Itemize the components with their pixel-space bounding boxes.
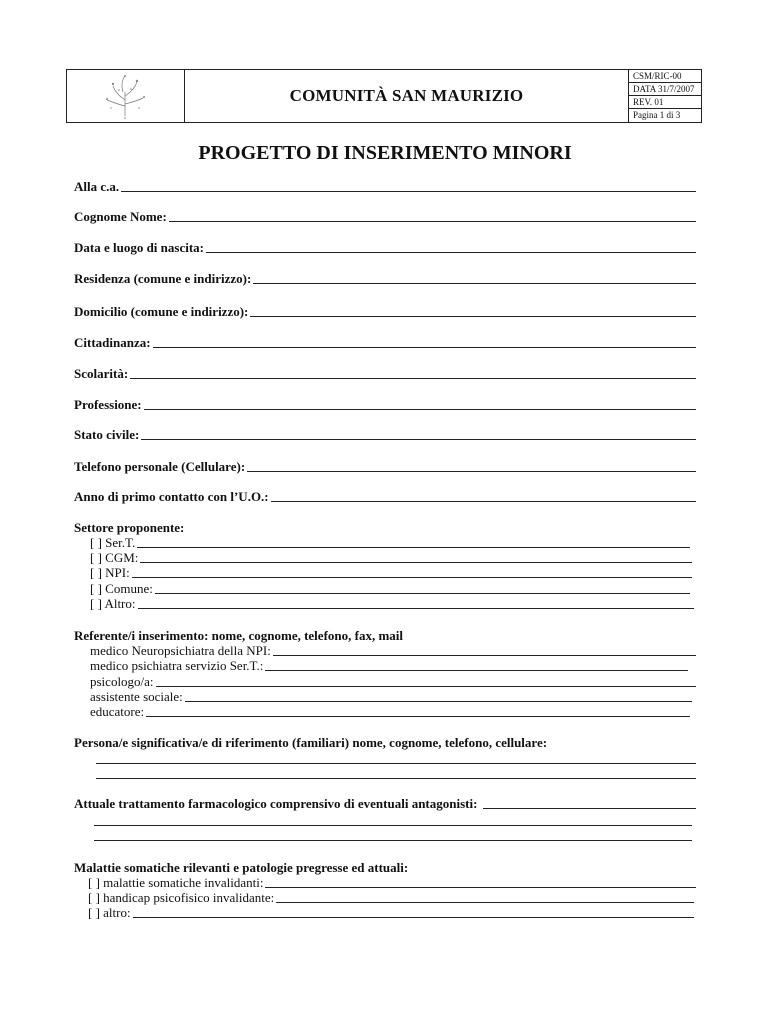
- field-line[interactable]: [156, 686, 696, 687]
- referente-label: medico Neuropsichiatra della NPI:: [90, 643, 271, 658]
- trattamento-heading: Attuale trattamento farmacologico comprensivo di eventuali antagonisti:: [74, 796, 478, 811]
- malattie-option-somatiche[interactable]: [88, 875, 696, 891]
- document-date: DATA 31/7/2007: [629, 83, 701, 96]
- document-header: [66, 69, 702, 123]
- referente-npi[interactable]: [90, 643, 696, 659]
- field-line[interactable]: [155, 593, 690, 594]
- field-line[interactable]: [265, 670, 688, 671]
- trattamento-line-2[interactable]: [94, 840, 692, 841]
- settore-option-comune[interactable]: [90, 581, 690, 597]
- persona-line-2[interactable]: [96, 778, 696, 779]
- field-professione[interactable]: [74, 396, 696, 413]
- field-line[interactable]: [121, 191, 696, 192]
- document-meta: [628, 70, 701, 122]
- referente-label: psicologo/a:: [90, 674, 154, 689]
- field-alla-ca[interactable]: [74, 178, 696, 195]
- option-label: [ ] handicap psicofisico invalidante:: [88, 890, 275, 905]
- field-label: Telefono personale (Cellulare):: [74, 459, 246, 474]
- referente-label: assistente sociale:: [90, 689, 183, 704]
- referente-educatore[interactable]: [90, 704, 690, 720]
- option-label: [ ] Altro:: [90, 596, 136, 611]
- field-line[interactable]: [483, 808, 696, 809]
- logo-image: [67, 70, 185, 122]
- field-line[interactable]: [206, 252, 696, 253]
- persona-line-1[interactable]: [96, 763, 696, 764]
- option-label: [ ] altro:: [88, 905, 131, 920]
- referente-label: educatore:: [90, 704, 145, 719]
- field-line[interactable]: [273, 655, 696, 656]
- malattie-option-altro[interactable]: [88, 905, 694, 921]
- field-cognome-nome[interactable]: [74, 208, 696, 225]
- settore-option-altro[interactable]: [90, 596, 694, 612]
- page-number: Pagina 1 di 3: [633, 110, 681, 120]
- field-telefono[interactable]: [74, 458, 696, 475]
- option-label: [ ] Ser.T.: [90, 535, 136, 550]
- field-line[interactable]: [250, 316, 696, 317]
- referente-label: medico psichiatra servizio Ser.T.:: [90, 658, 264, 673]
- field-line[interactable]: [137, 547, 690, 548]
- field-label: Domicilio (comune e indirizzo):: [74, 304, 249, 319]
- field-line[interactable]: [271, 501, 696, 502]
- field-line[interactable]: [146, 716, 690, 717]
- field-line[interactable]: [276, 902, 694, 903]
- field-line[interactable]: [130, 378, 696, 379]
- field-label: Cittadinanza:: [74, 335, 151, 350]
- field-line[interactable]: [144, 409, 696, 410]
- malattie-option-handicap[interactable]: [88, 890, 694, 906]
- settore-option-sert[interactable]: [90, 535, 690, 551]
- settore-heading: Settore proponente:: [74, 520, 185, 535]
- field-line[interactable]: [153, 347, 696, 348]
- settore-option-cgm[interactable]: [90, 550, 692, 566]
- field-domicilio[interactable]: [74, 303, 696, 320]
- field-label: Professione:: [74, 397, 142, 412]
- field-line[interactable]: [133, 917, 694, 918]
- trattamento-line-1[interactable]: [94, 825, 692, 826]
- field-line[interactable]: [185, 701, 692, 702]
- referente-heading: Referente/i inserimento: nome, cognome, telefono, fax, mail: [74, 628, 404, 643]
- field-label: Alla c.a.: [74, 179, 120, 194]
- option-label: [ ] malattie somatiche invalidanti:: [88, 875, 264, 890]
- trattamento-field[interactable]: [74, 795, 696, 812]
- field-line[interactable]: [247, 471, 696, 472]
- field-line[interactable]: [169, 221, 696, 222]
- persona-heading: Persona/e significativa/e di riferimento (familiari) nome, cognome, telefono, cellulare:: [74, 735, 548, 750]
- field-label: Stato civile:: [74, 427, 140, 442]
- option-label: [ ] NPI:: [90, 565, 130, 580]
- field-label: Data e luogo di nascita:: [74, 240, 204, 255]
- field-stato-civile[interactable]: [74, 426, 696, 443]
- referente-psicologo[interactable]: [90, 674, 696, 690]
- field-cittadinanza[interactable]: [74, 334, 696, 351]
- field-line[interactable]: [132, 577, 692, 578]
- field-data-luogo-nascita[interactable]: [74, 239, 696, 256]
- organization-name: COMUNITÀ SAN MAURIZIO: [289, 86, 524, 105]
- field-scolarita[interactable]: [74, 365, 696, 382]
- field-line[interactable]: [141, 439, 696, 440]
- settore-option-npi[interactable]: [90, 565, 692, 581]
- malattie-heading: Malattie somatiche rilevanti e patologie pregresse ed attuali:: [74, 860, 409, 875]
- field-line[interactable]: [140, 562, 692, 563]
- referente-sert[interactable]: [90, 658, 688, 674]
- field-anno-contatto[interactable]: [74, 488, 696, 505]
- field-label: Scolarità:: [74, 366, 129, 381]
- field-line[interactable]: [265, 887, 696, 888]
- field-residenza[interactable]: [74, 270, 696, 287]
- page-title: PROGETTO DI INSERIMENTO MINORI: [198, 142, 572, 164]
- field-label: Residenza (comune e indirizzo):: [74, 271, 252, 286]
- document-code: CSM/RIC-00: [629, 70, 701, 83]
- tree-logo-icon: [67, 70, 185, 122]
- field-line[interactable]: [253, 283, 696, 284]
- field-label: Cognome Nome:: [74, 209, 167, 224]
- option-label: [ ] CGM:: [90, 550, 139, 565]
- referente-assistente[interactable]: [90, 689, 692, 705]
- option-label: [ ] Comune:: [90, 581, 153, 596]
- document-revision: REV. 01: [629, 96, 701, 109]
- field-label: Anno di primo contatto con l’U.O.:: [74, 489, 269, 504]
- field-line[interactable]: [138, 608, 695, 609]
